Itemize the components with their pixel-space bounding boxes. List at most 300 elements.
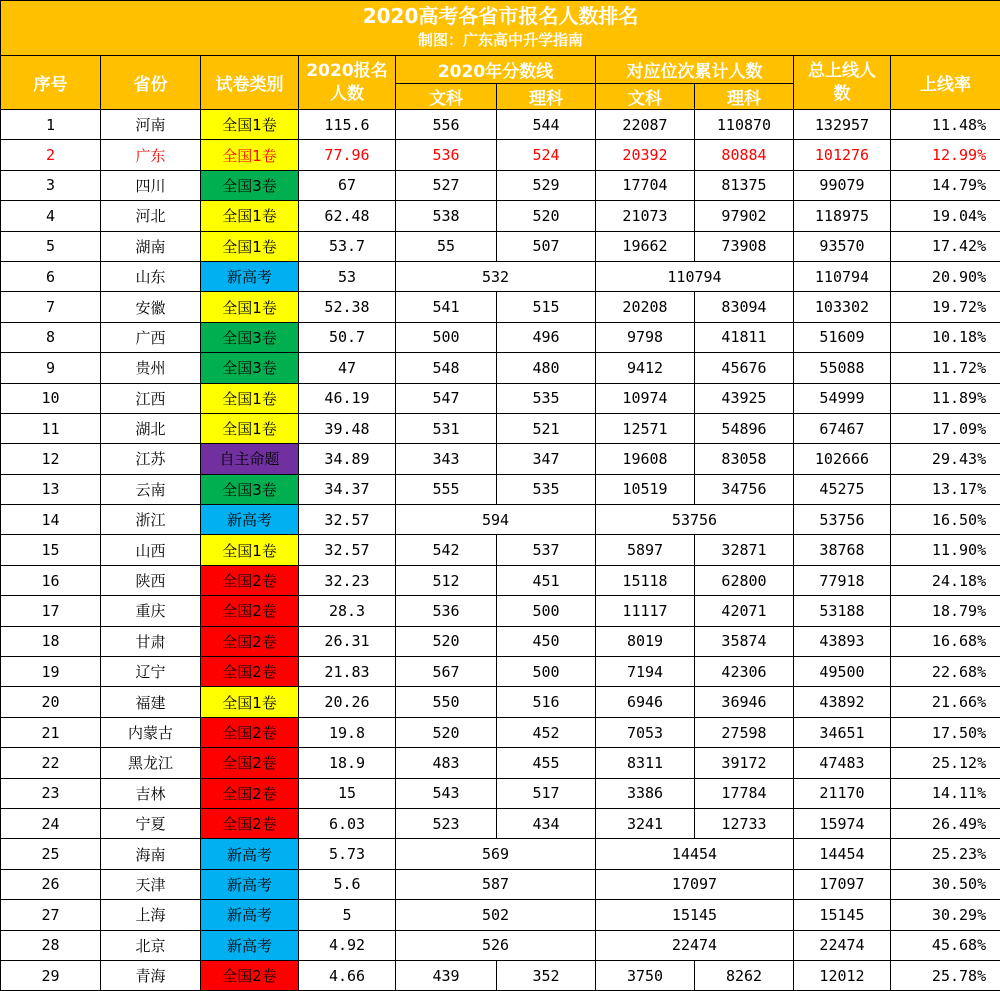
- cell-cumulative-merged: 110794: [596, 261, 794, 291]
- cell-rank: 23: [1, 778, 101, 808]
- cell-cutoff-science: 455: [497, 748, 596, 778]
- cell-rate: 17.42%: [891, 231, 1000, 261]
- cell-rank: 4: [1, 201, 101, 231]
- cell-cumulative-arts: 22087: [596, 110, 695, 140]
- cell-rate: 14.79%: [891, 170, 1000, 200]
- cell-applicants: 77.96: [299, 140, 396, 170]
- cell-province: 山东: [101, 261, 201, 291]
- table-row: [1, 353, 1000, 383]
- cell-total: 54999: [794, 383, 891, 413]
- cell-paper: 全国1卷: [201, 535, 299, 565]
- cell-cutoff-arts: 556: [396, 110, 497, 140]
- header-cutoff-science: 理科: [497, 84, 596, 110]
- cell-cutoff-merged: 502: [396, 900, 596, 930]
- cell-cutoff-science: 507: [497, 231, 596, 261]
- cell-paper: 全国2卷: [201, 657, 299, 687]
- cell-cutoff-arts: 520: [396, 717, 497, 747]
- cell-applicants: 5: [299, 900, 396, 930]
- cell-total: 55088: [794, 353, 891, 383]
- cell-applicants: 5.6: [299, 869, 396, 899]
- cell-paper: 全国3卷: [201, 353, 299, 383]
- cell-paper: 全国1卷: [201, 110, 299, 140]
- cell-cutoff-arts: 536: [396, 596, 497, 626]
- cell-paper: 新高考: [201, 900, 299, 930]
- table-row: [1, 170, 1000, 200]
- cell-total: 101276: [794, 140, 891, 170]
- header-total: [794, 56, 891, 110]
- cell-applicants: 67: [299, 170, 396, 200]
- cell-rate: 26.49%: [891, 808, 1000, 838]
- cell-paper: 全国1卷: [201, 383, 299, 413]
- table-row: [1, 565, 1000, 595]
- cell-cumulative-science: 81375: [695, 170, 794, 200]
- cell-province: 湖南: [101, 231, 201, 261]
- cell-cumulative-science: 32871: [695, 535, 794, 565]
- cell-cutoff-arts: 527: [396, 170, 497, 200]
- cell-province: 上海: [101, 900, 201, 930]
- header-cumulative-arts: 文科: [596, 84, 695, 110]
- cell-total: 118975: [794, 201, 891, 231]
- cell-total: 53188: [794, 596, 891, 626]
- cell-applicants: 21.83: [299, 657, 396, 687]
- cell-rate: 24.18%: [891, 565, 1000, 595]
- table-row: [1, 717, 1000, 747]
- header-paper: 试卷类别: [201, 56, 299, 110]
- cell-cumulative-arts: 8311: [596, 748, 695, 778]
- cell-cumulative-science: 34756: [695, 474, 794, 504]
- cell-total: 34651: [794, 717, 891, 747]
- cell-cumulative-science: 42071: [695, 596, 794, 626]
- cell-rank: 13: [1, 474, 101, 504]
- cell-applicants: 39.48: [299, 413, 396, 443]
- cell-cumulative-arts: 8019: [596, 626, 695, 656]
- cell-cumulative-science: 27598: [695, 717, 794, 747]
- cell-province: 广东: [101, 140, 201, 170]
- cell-rank: 1: [1, 110, 101, 140]
- cell-cutoff-arts: 523: [396, 808, 497, 838]
- table-row: [1, 626, 1000, 656]
- cell-cumulative-arts: 19608: [596, 444, 695, 474]
- cell-cutoff-arts: 512: [396, 565, 497, 595]
- cell-rate: 11.48%: [891, 110, 1000, 140]
- cell-cumulative-science: 43925: [695, 383, 794, 413]
- cell-cumulative-arts: 11117: [596, 596, 695, 626]
- cell-cutoff-science: 352: [497, 960, 596, 990]
- cell-province: 天津: [101, 869, 201, 899]
- cell-province: 福建: [101, 687, 201, 717]
- cell-cumulative-arts: 7053: [596, 717, 695, 747]
- cell-province: 甘肃: [101, 626, 201, 656]
- cell-paper: 全国2卷: [201, 778, 299, 808]
- cell-province: 海南: [101, 839, 201, 869]
- cell-cutoff-science: 516: [497, 687, 596, 717]
- cell-cumulative-science: 83094: [695, 292, 794, 322]
- cell-cutoff-merged: 569: [396, 839, 596, 869]
- header-province: 省份: [101, 56, 201, 110]
- cell-cutoff-science: 537: [497, 535, 596, 565]
- cell-province: 吉林: [101, 778, 201, 808]
- header-total-line1: 总上线人: [794, 60, 890, 83]
- cell-applicants: 4.66: [299, 960, 396, 990]
- cell-paper: 新高考: [201, 505, 299, 535]
- cell-cumulative-arts: 12571: [596, 413, 695, 443]
- cell-cumulative-science: 62800: [695, 565, 794, 595]
- cell-cumulative-arts: 3241: [596, 808, 695, 838]
- cell-province: 宁夏: [101, 808, 201, 838]
- cell-rate: 17.50%: [891, 717, 1000, 747]
- cell-rank: 27: [1, 900, 101, 930]
- cell-cutoff-arts: 548: [396, 353, 497, 383]
- cell-cumulative-science: 12733: [695, 808, 794, 838]
- cell-total: 51609: [794, 322, 891, 352]
- cell-paper: 全国2卷: [201, 748, 299, 778]
- cell-cumulative-science: 41811: [695, 322, 794, 352]
- table-row: [1, 657, 1000, 687]
- header-cumulative-science: 理科: [695, 84, 794, 110]
- cell-cutoff-arts: 500: [396, 322, 497, 352]
- cell-cumulative-merged: 17097: [596, 869, 794, 899]
- cell-rate: 19.04%: [891, 201, 1000, 231]
- table-row: [1, 292, 1000, 322]
- cell-rank: 19: [1, 657, 101, 687]
- cell-cutoff-science: 544: [497, 110, 596, 140]
- cell-applicants: 20.26: [299, 687, 396, 717]
- cell-rate: 13.17%: [891, 474, 1000, 504]
- cell-applicants: 52.38: [299, 292, 396, 322]
- cell-rate: 11.90%: [891, 535, 1000, 565]
- cell-rate: 14.11%: [891, 778, 1000, 808]
- page-subtitle: 制图：广东高中升学指南: [1, 28, 1000, 52]
- table-row: [1, 535, 1000, 565]
- cell-cumulative-arts: 21073: [596, 201, 695, 231]
- cell-total: 49500: [794, 657, 891, 687]
- cell-rank: 8: [1, 322, 101, 352]
- table-row: [1, 140, 1000, 170]
- cell-cutoff-arts: 531: [396, 413, 497, 443]
- cell-total: 22474: [794, 930, 891, 960]
- page-title: 2020高考各省市报名人数排名: [1, 4, 1000, 28]
- header-cutoff-group: 2020年分数线: [396, 56, 596, 84]
- cell-cutoff-arts: 439: [396, 960, 497, 990]
- cell-total: 14454: [794, 839, 891, 869]
- cell-rate: 45.68%: [891, 930, 1000, 960]
- cell-cumulative-merged: 15145: [596, 900, 794, 930]
- cell-province: 辽宁: [101, 657, 201, 687]
- cell-cutoff-science: 496: [497, 322, 596, 352]
- cell-cutoff-arts: 567: [396, 657, 497, 687]
- table-row: [1, 110, 1000, 140]
- cell-cutoff-arts: 542: [396, 535, 497, 565]
- cell-total: 45275: [794, 474, 891, 504]
- table-row: [1, 231, 1000, 261]
- cell-cumulative-arts: 9412: [596, 353, 695, 383]
- cell-rate: 11.72%: [891, 353, 1000, 383]
- cell-cumulative-science: 36946: [695, 687, 794, 717]
- cell-rank: 18: [1, 626, 101, 656]
- cell-paper: 全国2卷: [201, 808, 299, 838]
- cell-cumulative-arts: 5897: [596, 535, 695, 565]
- cell-applicants: 115.6: [299, 110, 396, 140]
- table-row: [1, 687, 1000, 717]
- cell-rank: 24: [1, 808, 101, 838]
- cell-applicants: 4.92: [299, 930, 396, 960]
- cell-cumulative-science: 83058: [695, 444, 794, 474]
- table-row: [1, 900, 1000, 930]
- cell-province: 陕西: [101, 565, 201, 595]
- cell-rank: 20: [1, 687, 101, 717]
- cell-cutoff-arts: 536: [396, 140, 497, 170]
- cell-cumulative-arts: 17704: [596, 170, 695, 200]
- cell-rank: 7: [1, 292, 101, 322]
- cell-applicants: 19.8: [299, 717, 396, 747]
- cell-cutoff-science: 500: [497, 657, 596, 687]
- cell-rate: 25.78%: [891, 960, 1000, 990]
- table-row: [1, 444, 1000, 474]
- header-applicants: [299, 56, 396, 110]
- cell-rate: 21.66%: [891, 687, 1000, 717]
- cell-cutoff-science: 535: [497, 474, 596, 504]
- cell-rank: 15: [1, 535, 101, 565]
- cell-total: 15145: [794, 900, 891, 930]
- cell-cumulative-arts: 20208: [596, 292, 695, 322]
- cell-applicants: 6.03: [299, 808, 396, 838]
- cell-cutoff-merged: 526: [396, 930, 596, 960]
- cell-applicants: 26.31: [299, 626, 396, 656]
- table-title: [1, 1, 1000, 56]
- header-cumulative-group: 对应位次累计人数: [596, 56, 794, 84]
- cell-cumulative-arts: 20392: [596, 140, 695, 170]
- cell-rank: 25: [1, 839, 101, 869]
- cell-cumulative-merged: 53756: [596, 505, 794, 535]
- cell-province: 广西: [101, 322, 201, 352]
- header-rank: 序号: [1, 56, 101, 110]
- cell-total: 53756: [794, 505, 891, 535]
- cell-rank: 2: [1, 140, 101, 170]
- cell-paper: 全国2卷: [201, 960, 299, 990]
- cell-rank: 11: [1, 413, 101, 443]
- cell-province: 云南: [101, 474, 201, 504]
- cell-cutoff-arts: 555: [396, 474, 497, 504]
- cell-rate: 30.29%: [891, 900, 1000, 930]
- cell-paper: 全国2卷: [201, 717, 299, 747]
- cell-cutoff-science: 434: [497, 808, 596, 838]
- cell-paper: 全国1卷: [201, 413, 299, 443]
- cell-total: 12012: [794, 960, 891, 990]
- cell-cumulative-science: 42306: [695, 657, 794, 687]
- cell-province: 河南: [101, 110, 201, 140]
- cell-paper: 全国1卷: [201, 231, 299, 261]
- cell-rate: 16.68%: [891, 626, 1000, 656]
- cell-applicants: 18.9: [299, 748, 396, 778]
- cell-total: 93570: [794, 231, 891, 261]
- cell-cutoff-arts: 543: [396, 778, 497, 808]
- cell-cumulative-science: 97902: [695, 201, 794, 231]
- table-row: [1, 748, 1000, 778]
- cell-cutoff-science: 535: [497, 383, 596, 413]
- cell-province: 黑龙江: [101, 748, 201, 778]
- cell-cumulative-arts: 7194: [596, 657, 695, 687]
- cell-province: 浙江: [101, 505, 201, 535]
- cell-total: 102666: [794, 444, 891, 474]
- cell-cumulative-merged: 22474: [596, 930, 794, 960]
- cell-paper: 全国3卷: [201, 474, 299, 504]
- cell-cutoff-science: 524: [497, 140, 596, 170]
- cell-applicants: 62.48: [299, 201, 396, 231]
- cell-rate: 18.79%: [891, 596, 1000, 626]
- cell-province: 安徽: [101, 292, 201, 322]
- cell-rank: 6: [1, 261, 101, 291]
- cell-paper: 全国3卷: [201, 170, 299, 200]
- cell-province: 河北: [101, 201, 201, 231]
- cell-total: 103302: [794, 292, 891, 322]
- cell-paper: 新高考: [201, 261, 299, 291]
- cell-paper: 全国2卷: [201, 626, 299, 656]
- table-row: [1, 778, 1000, 808]
- cell-paper: 全国1卷: [201, 201, 299, 231]
- cell-cutoff-science: 520: [497, 201, 596, 231]
- cell-applicants: 46.19: [299, 383, 396, 413]
- cell-total: 38768: [794, 535, 891, 565]
- cell-cumulative-merged: 14454: [596, 839, 794, 869]
- cell-rank: 9: [1, 353, 101, 383]
- cell-paper: 新高考: [201, 839, 299, 869]
- table-row: [1, 808, 1000, 838]
- header-applicants-line2: 人数: [299, 83, 395, 106]
- cell-cutoff-merged: 532: [396, 261, 596, 291]
- cell-rate: 12.99%: [891, 140, 1000, 170]
- cell-paper: 全国1卷: [201, 140, 299, 170]
- cell-applicants: 15: [299, 778, 396, 808]
- cell-rate: 17.09%: [891, 413, 1000, 443]
- cell-applicants: 5.73: [299, 839, 396, 869]
- cell-province: 江西: [101, 383, 201, 413]
- table-row: [1, 505, 1000, 535]
- cell-rate: 20.90%: [891, 261, 1000, 291]
- cell-rate: 30.50%: [891, 869, 1000, 899]
- cell-cumulative-science: 8262: [695, 960, 794, 990]
- cell-rank: 14: [1, 505, 101, 535]
- cell-rate: 10.18%: [891, 322, 1000, 352]
- cell-cutoff-science: 515: [497, 292, 596, 322]
- table-row: [1, 413, 1000, 443]
- cell-cumulative-science: 45676: [695, 353, 794, 383]
- cell-cumulative-science: 73908: [695, 231, 794, 261]
- cell-total: 21170: [794, 778, 891, 808]
- cell-applicants: 32.57: [299, 535, 396, 565]
- table-row: [1, 869, 1000, 899]
- cell-applicants: 28.3: [299, 596, 396, 626]
- cell-applicants: 34.89: [299, 444, 396, 474]
- cell-paper: 全国1卷: [201, 292, 299, 322]
- cell-rank: 5: [1, 231, 101, 261]
- cell-rank: 28: [1, 930, 101, 960]
- cell-rate: 29.43%: [891, 444, 1000, 474]
- cell-applicants: 50.7: [299, 322, 396, 352]
- cell-rate: 25.12%: [891, 748, 1000, 778]
- cell-paper: 全国2卷: [201, 565, 299, 595]
- cell-total: 43892: [794, 687, 891, 717]
- cell-province: 北京: [101, 930, 201, 960]
- cell-rank: 10: [1, 383, 101, 413]
- cell-applicants: 34.37: [299, 474, 396, 504]
- cell-total: 43893: [794, 626, 891, 656]
- cell-cutoff-science: 480: [497, 353, 596, 383]
- cell-total: 67467: [794, 413, 891, 443]
- table-row: [1, 474, 1000, 504]
- cell-paper: 全国2卷: [201, 596, 299, 626]
- cell-cumulative-arts: 3750: [596, 960, 695, 990]
- cell-rank: 21: [1, 717, 101, 747]
- header-rate: 上线率: [891, 56, 1000, 110]
- cell-rank: 17: [1, 596, 101, 626]
- cell-rate: 19.72%: [891, 292, 1000, 322]
- cell-paper: 新高考: [201, 930, 299, 960]
- cell-cumulative-science: 54896: [695, 413, 794, 443]
- cell-cumulative-arts: 6946: [596, 687, 695, 717]
- header-total-line2: 数: [794, 83, 890, 106]
- cell-cutoff-arts: 538: [396, 201, 497, 231]
- cell-province: 贵州: [101, 353, 201, 383]
- cell-rank: 22: [1, 748, 101, 778]
- cell-cutoff-arts: 547: [396, 383, 497, 413]
- cell-cumulative-arts: 3386: [596, 778, 695, 808]
- cell-applicants: 32.23: [299, 565, 396, 595]
- table-row: [1, 322, 1000, 352]
- cell-cutoff-science: 529: [497, 170, 596, 200]
- table-row: [1, 596, 1000, 626]
- table-row: [1, 930, 1000, 960]
- cell-applicants: 53: [299, 261, 396, 291]
- cell-total: 15974: [794, 808, 891, 838]
- cell-province: 重庆: [101, 596, 201, 626]
- cell-paper: 全国1卷: [201, 687, 299, 717]
- cell-cutoff-science: 517: [497, 778, 596, 808]
- header-cutoff-arts: 文科: [396, 84, 497, 110]
- cell-rate: 11.89%: [891, 383, 1000, 413]
- cell-paper: 自主命题: [201, 444, 299, 474]
- cell-province: 山西: [101, 535, 201, 565]
- cell-applicants: 53.7: [299, 231, 396, 261]
- cell-rank: 16: [1, 565, 101, 595]
- table-row: [1, 960, 1000, 990]
- cell-total: 47483: [794, 748, 891, 778]
- cell-cumulative-arts: 9798: [596, 322, 695, 352]
- cell-rank: 26: [1, 869, 101, 899]
- cell-province: 江苏: [101, 444, 201, 474]
- cell-cumulative-science: 39172: [695, 748, 794, 778]
- cell-cutoff-science: 450: [497, 626, 596, 656]
- cell-rank: 3: [1, 170, 101, 200]
- header-applicants-line1: 2020报名: [299, 60, 395, 83]
- cell-cutoff-arts: 550: [396, 687, 497, 717]
- cell-paper: 新高考: [201, 869, 299, 899]
- table-body: [1, 110, 1000, 991]
- cell-rank: 29: [1, 960, 101, 990]
- cell-cutoff-science: 452: [497, 717, 596, 747]
- cell-cutoff-arts: 520: [396, 626, 497, 656]
- cell-cutoff-merged: 594: [396, 505, 596, 535]
- table-row: [1, 383, 1000, 413]
- cell-cutoff-science: 451: [497, 565, 596, 595]
- cell-total: 132957: [794, 110, 891, 140]
- cell-cumulative-science: 35874: [695, 626, 794, 656]
- cell-rate: 25.23%: [891, 839, 1000, 869]
- cell-total: 99079: [794, 170, 891, 200]
- cell-rate: 16.50%: [891, 505, 1000, 535]
- cell-cutoff-arts: 541: [396, 292, 497, 322]
- cell-cutoff-science: 347: [497, 444, 596, 474]
- cell-cutoff-science: 500: [497, 596, 596, 626]
